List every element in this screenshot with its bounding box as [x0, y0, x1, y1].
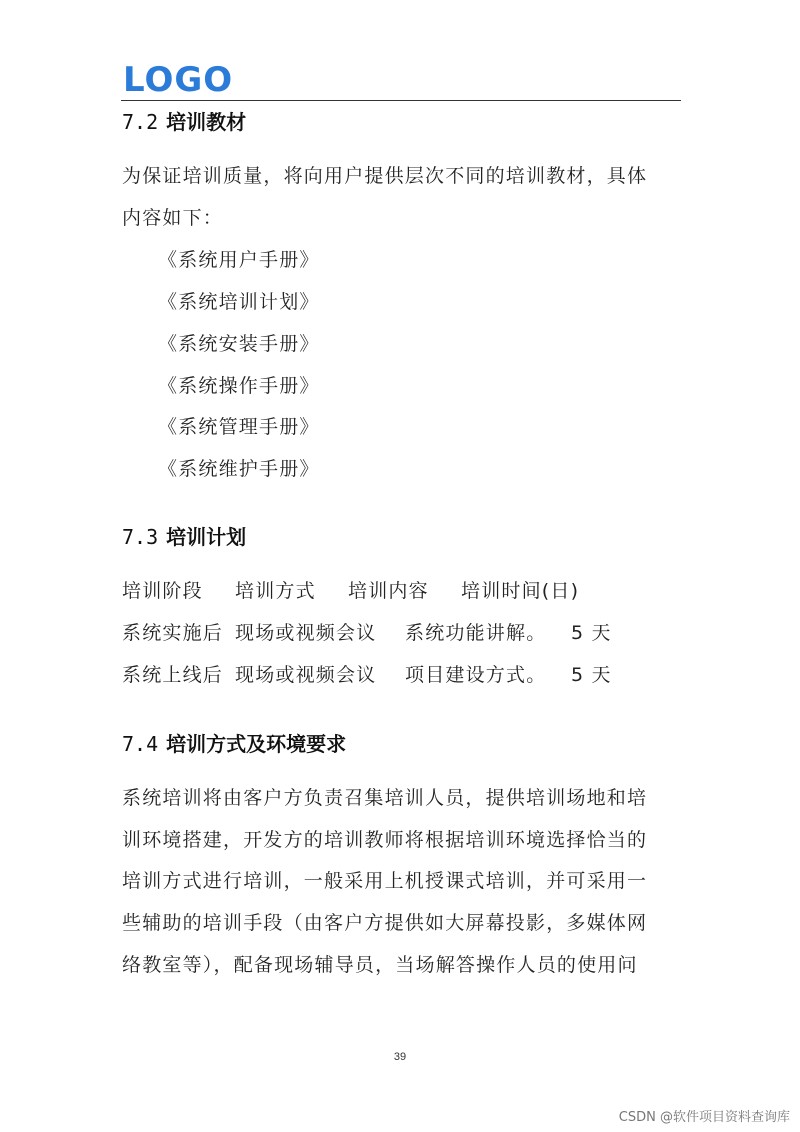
list-item: 《系统维护手册》	[158, 458, 320, 480]
table-cell: 系统功能讲解。	[405, 622, 547, 644]
page-number: 39	[393, 1051, 407, 1063]
header-divider	[121, 100, 681, 101]
plan-table-header	[122, 577, 682, 605]
paragraph-line: 为保证培训质量，将向用户提供层次不同的培训教材，具体	[122, 165, 648, 187]
table-row	[122, 661, 682, 689]
table-cell: 项目建设方式。	[405, 664, 547, 686]
list-item: 《系统用户手册》	[158, 249, 320, 271]
table-header-cell: 培训阶段	[122, 580, 203, 602]
table-cell: 现场或视频会议	[235, 622, 377, 644]
table-header-cell: 培训内容	[348, 580, 429, 602]
table-cell: 现场或视频会议	[235, 664, 377, 686]
paragraph-line: 络教室等），配备现场辅导员，当场解答操作人员的使用问	[122, 954, 638, 976]
list-item: 《系统安装手册》	[158, 333, 320, 355]
section-title: 培训教材	[166, 110, 247, 134]
section-heading-7-2	[122, 108, 246, 136]
paragraph-line: 内容如下：	[122, 207, 224, 229]
paragraph-line: 系统培训将由客户方负责召集培训人员，提供培训场地和培	[122, 787, 648, 809]
table-cell: 5 天	[571, 622, 612, 644]
section-number: 7.3	[122, 525, 159, 549]
table-header-cell: 培训方式	[235, 580, 316, 602]
section-title: 培训方式及环境要求	[166, 732, 347, 756]
section-heading-7-3	[122, 523, 246, 551]
paragraph-line: 训环境搭建，开发方的培训教师将根据培训环境选择恰当的	[122, 829, 648, 851]
table-header-cell: 培训时间(日)	[461, 580, 580, 602]
watermark: CSDN @软件项目资料查询库	[618, 1110, 790, 1125]
table-cell: 系统实施后	[122, 622, 224, 644]
logo: LOGO	[123, 60, 234, 100]
section-number: 7.4	[122, 732, 159, 756]
list-item: 《系统管理手册》	[158, 416, 320, 438]
table-cell: 系统上线后	[122, 664, 224, 686]
table-cell: 5 天	[571, 664, 612, 686]
section-number: 7.2	[122, 110, 159, 134]
paragraph-line: 培训方式进行培训，一般采用上机授课式培训，并可采用一	[122, 870, 648, 892]
list-item: 《系统培训计划》	[158, 291, 320, 313]
section-title: 培训计划	[166, 525, 247, 549]
paragraph-line: 些辅助的培训手段（由客户方提供如大屏幕投影，多媒体网	[122, 912, 648, 934]
list-item: 《系统操作手册》	[158, 375, 320, 397]
table-row	[122, 619, 682, 647]
section-heading-7-4	[122, 730, 346, 758]
